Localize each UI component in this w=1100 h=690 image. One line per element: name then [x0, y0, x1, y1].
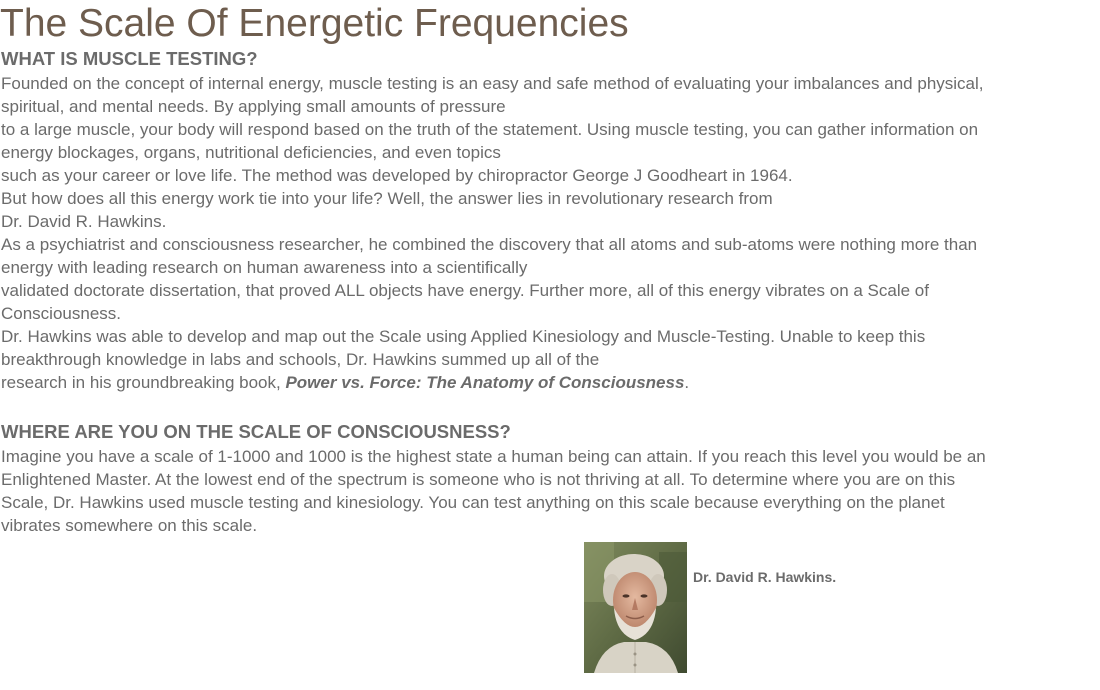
paragraph-line: Enlightened Master. At the lowest end of the spectrum is someone who is not thriving at all. To determine where you are on this — [1, 470, 956, 489]
paragraph-line-with-book — [1, 371, 689, 394]
section-heading-scale: WHERE ARE YOU ON THE SCALE OF CONSCIOUSNESS? — [1, 421, 511, 442]
paragraph-line: such as your career or love life. The method was developed by chiropractor George J Goodheart in 1964. — [1, 166, 793, 185]
paragraph-line: energy with leading research on human awareness into a scientifically — [1, 258, 528, 277]
paragraph-line: to a large muscle, your body will respond based on the truth of the statement. Using muscle testing, you can gather information on — [1, 120, 979, 139]
paragraph-line: Dr. Hawkins was able to develop and map out the Scale using Applied Kinesiology and Muscle-Testing. Unable to keep this — [1, 327, 926, 346]
portrait-photo — [584, 542, 687, 673]
book-suffix: . — [684, 373, 690, 392]
paragraph-line: Founded on the concept of internal energy, muscle testing is an easy and safe method of evaluating your imbalances and physical, — [1, 74, 984, 93]
section-heading-muscle-testing: WHAT IS MUSCLE TESTING? — [1, 48, 258, 69]
paragraph-line: As a psychiatrist and consciousness researcher, he combined the discovery that all atoms and sub-atoms were nothing more than — [1, 235, 978, 254]
page-title: The Scale Of Energetic Frequencies — [0, 2, 629, 45]
book-title: Power vs. Force: The Anatomy of Consciousness — [285, 373, 685, 392]
paragraph-line: Scale, Dr. Hawkins used muscle testing and kinesiology. You can test anything on this scale because everything on the planet — [1, 493, 945, 512]
book-intro-text: research in his groundbreaking book, — [1, 373, 286, 392]
paragraph-line: spiritual, and mental needs. By applying small amounts of pressure — [1, 97, 506, 116]
paragraph-line: Consciousness. — [1, 304, 122, 323]
paragraph-line: validated doctorate dissertation, that proved ALL objects have energy. Further more, all of this energy vibrates on a Scale of — [1, 281, 929, 300]
paragraph-line: energy blockages, organs, nutritional deficiencies, and even topics — [1, 143, 501, 162]
paragraph-line: But how does all this energy work tie into your life? Well, the answer lies in revolutionary research from — [1, 189, 773, 208]
paragraph-line: Dr. David R. Hawkins. — [1, 212, 167, 231]
paragraph-line: Imagine you have a scale of 1-1000 and 1000 is the highest state a human being can attain. If you reach this level you would be an — [1, 447, 986, 466]
paragraph-line: breakthrough knowledge in labs and schools, Dr. Hawkins summed up all of the — [1, 350, 600, 369]
photo-caption: Dr. David R. Hawkins. — [693, 569, 837, 585]
paragraph-line: vibrates somewhere on this scale. — [1, 516, 258, 535]
